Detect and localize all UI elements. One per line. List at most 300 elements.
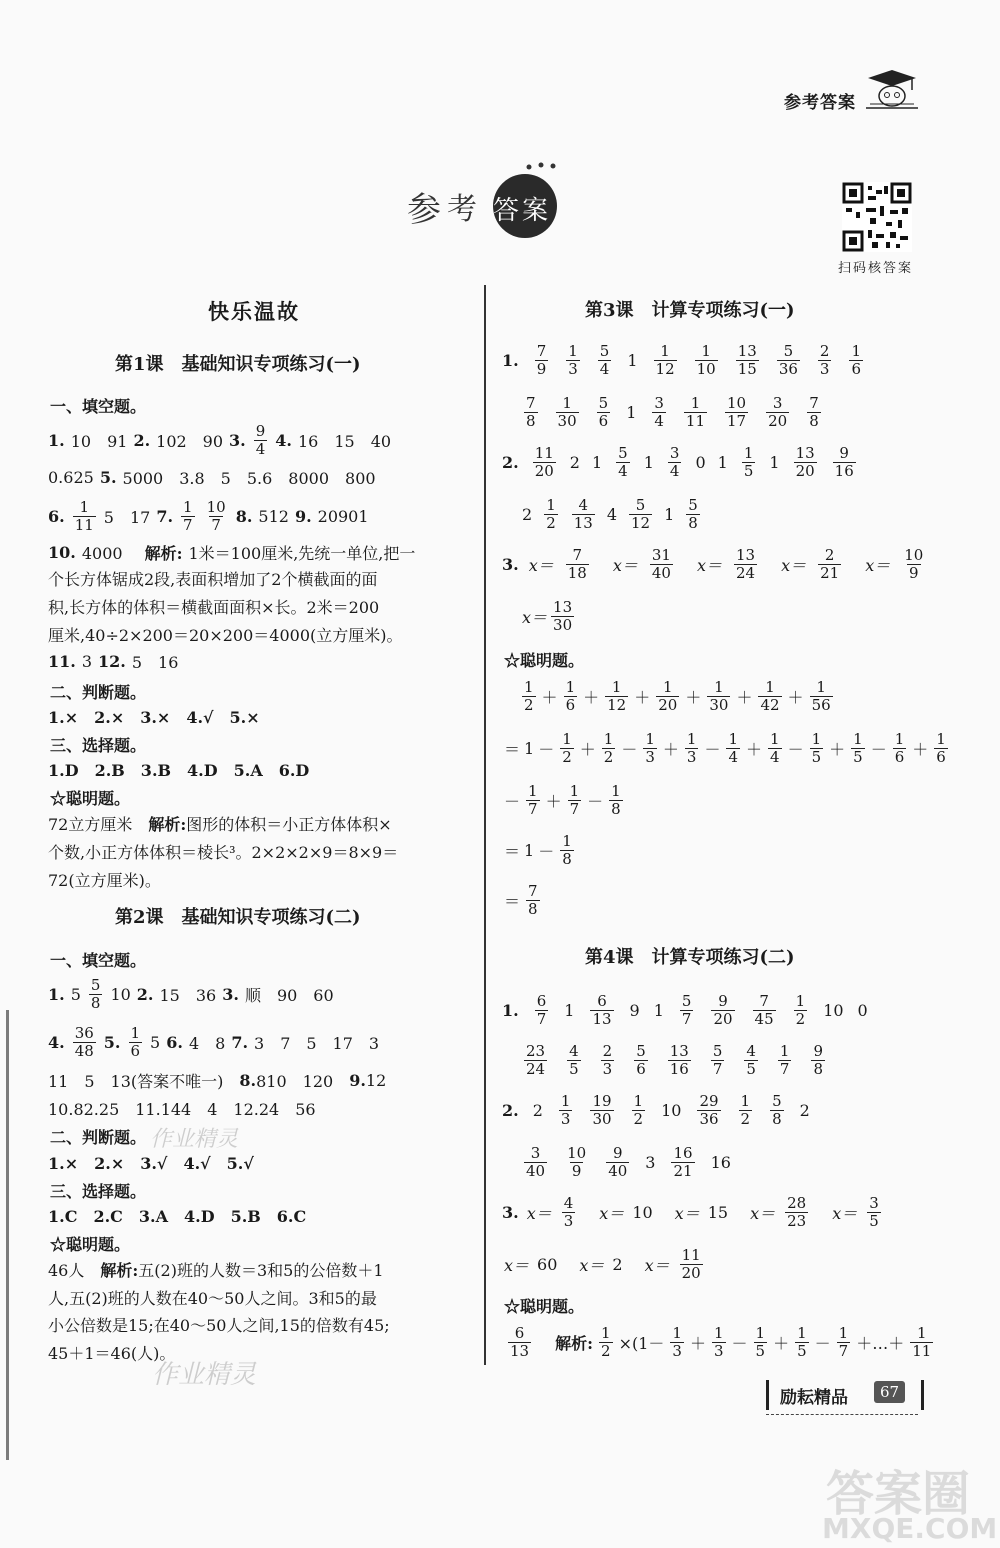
ans: 1 (769, 452, 780, 472)
fraction: $\frac{1}{7}$ (838, 1323, 849, 1360)
l2-choice-heading: 三、选择题。 (50, 1182, 147, 1201)
ans: 0.625 (48, 468, 94, 487)
fraction: $\frac{4}{5}$ (569, 1041, 579, 1078)
ans: 1 (524, 738, 535, 758)
fraction: $\frac{3}{4}$ (654, 393, 664, 430)
ans: － (731, 1333, 748, 1353)
ans: 10 (632, 1202, 653, 1222)
ans: ＋…＋ (856, 1333, 905, 1353)
l1-smart-heading: ☆聪明题。 (50, 789, 131, 808)
text: 1米＝100厘米,先统一单位,把一 (188, 544, 416, 563)
ans: ＝ (504, 841, 521, 861)
fraction: $\frac{10}{7}$ (206, 497, 226, 534)
fraction: $\frac{5}{7}$ (681, 991, 692, 1028)
ans: 9 (629, 1000, 640, 1020)
l2-fill-row1 (48, 974, 334, 1014)
ans: ×(1－ (618, 1333, 665, 1353)
fraction: $\frac{29}{36}$ (699, 1091, 719, 1128)
fraction: $\frac{1}{5}$ (811, 729, 822, 766)
ans: ＋ (662, 739, 679, 759)
fraction: $\frac{6}{7}$ (536, 991, 547, 1028)
num: 4. (48, 1032, 65, 1052)
ans: 1 (524, 840, 535, 860)
ans: 1 (664, 504, 675, 524)
fraction: $\frac{5}{6}$ (636, 1041, 646, 1078)
fraction: $\frac{1}{2}$ (795, 991, 806, 1028)
ans: ＋ (829, 739, 846, 759)
fraction: $\frac{1}{8}$ (562, 831, 572, 868)
ans: 102 90 (156, 431, 224, 451)
fraction: $\frac{1}{5}$ (755, 1323, 766, 1360)
l4-smart-heading: ☆聪明题。 (504, 1297, 585, 1316)
num: 7. (231, 1032, 249, 1052)
fraction: $\frac{1}{5}$ (853, 729, 863, 766)
fraction: $\frac{10}{17}$ (727, 393, 747, 430)
l3-row5 (502, 544, 927, 584)
num: 6. (48, 506, 65, 526)
l1-choice-answers: 1.D 2.B 3.B 4.D 5.A 6.D (48, 761, 310, 780)
ans: 10 (110, 984, 131, 1004)
l1-judge-heading: 二、判断题。 (50, 683, 147, 702)
num: 10. (48, 543, 76, 562)
fraction: $\frac{1}{6}$ (851, 341, 861, 378)
answer-logo (405, 160, 575, 240)
ans: 10 91 (70, 431, 128, 451)
fraction: $\frac{1}{2}$ (740, 1091, 751, 1128)
l2-fill-row2 (48, 1022, 379, 1062)
ans: － (538, 739, 555, 759)
l4-row2 (522, 1040, 827, 1080)
ans: 3 7 5 17 3 (254, 1033, 380, 1053)
fraction: $\frac{1}{3}$ (560, 1091, 571, 1128)
fraction: $\frac{3}{20}$ (768, 393, 788, 430)
l1-smart-line1 (48, 812, 392, 835)
ans: 3 (645, 1152, 656, 1172)
ans: x＝ (674, 1203, 700, 1223)
fraction: $\frac{1}{5}$ (743, 443, 754, 480)
ans: － (587, 791, 604, 811)
ans: 0 (857, 1000, 868, 1020)
fraction: $\frac{1}{42}$ (760, 677, 780, 714)
num: 2. (502, 452, 519, 472)
logo-dots-icon (523, 160, 563, 172)
fraction: $\frac{1}{3}$ (686, 729, 697, 766)
l1-q11 (48, 650, 178, 673)
l1-choice-heading: 三、选择题。 (50, 736, 147, 755)
ans: － (538, 841, 555, 861)
fraction: $\frac{7}{9}$ (536, 341, 547, 378)
watermark-text: 作业精灵 (150, 1127, 239, 1152)
ans: ＋ (689, 1333, 706, 1353)
fraction: $\frac{7}{45}$ (754, 991, 774, 1028)
ans: 5 17 (103, 507, 151, 527)
lesson1-title: 第1课 基础知识专项练习(一) (115, 354, 361, 375)
l3-row1 (502, 340, 865, 380)
num: 4. (275, 430, 292, 450)
ans: ＋ (634, 687, 651, 707)
ans: 12 (365, 1071, 387, 1090)
ans: 4 8 (188, 1033, 226, 1053)
l2-smart-line1 (48, 1258, 384, 1281)
fraction: $\frac{1}{4}$ (770, 729, 780, 766)
fraction: $\frac{10}{9}$ (567, 1143, 587, 1180)
ans: 1 (564, 1000, 575, 1020)
ans: ＋ (746, 739, 763, 759)
l3-row4 (522, 494, 702, 534)
fraction: $\frac{3}{4}$ (669, 443, 680, 480)
ans: 3 (81, 652, 93, 671)
fraction: $\frac{3}{40}$ (526, 1143, 546, 1180)
l1-q10-line2: 个长方体锯成2段,表面积增加了2个横截面的面 (48, 570, 378, 589)
num: 3. (502, 1202, 519, 1222)
fraction: $\frac{4}{13}$ (573, 495, 593, 532)
ans: 16 15 40 (298, 431, 392, 451)
fraction: $\frac{7}{8}$ (809, 393, 819, 430)
ans: 10 (661, 1100, 682, 1120)
fraction: $\frac{6}{13}$ (592, 991, 612, 1028)
ans: x＝ (781, 555, 807, 575)
fraction: $\frac{1}{2}$ (601, 1323, 611, 1360)
fraction: $\frac{1}{5}$ (797, 1323, 807, 1360)
fraction: $\frac{1}{3}$ (568, 341, 578, 378)
ans: 810 120 (256, 1072, 350, 1091)
ans: 顺 90 60 (244, 985, 334, 1005)
fraction: $\frac{1}{6}$ (894, 729, 905, 766)
fraction: $\frac{1}{2}$ (562, 729, 572, 766)
header-title: 参考答案 (784, 93, 856, 113)
text: 图形的体积＝小正方体体积× (186, 815, 392, 834)
fraction: $\frac{1}{30}$ (557, 393, 577, 430)
ans: ＋ (583, 687, 600, 707)
fraction: $\frac{1}{56}$ (811, 677, 831, 714)
l2-fill-row3 (48, 1069, 386, 1092)
ans: 16 (710, 1152, 731, 1172)
fraction: $\frac{9}{8}$ (813, 1041, 824, 1078)
ans: 1 (626, 402, 637, 422)
ans: 11 5 13(答案不唯一) (48, 1072, 240, 1091)
num: 3. (229, 430, 246, 450)
ans: 512 (258, 506, 289, 526)
fraction: $\frac{1}{20}$ (658, 677, 678, 714)
label: 解析: (148, 815, 187, 834)
logo-char-1: 参 (407, 190, 441, 230)
logo-char-3: 答 (493, 196, 520, 226)
num: 3. (222, 984, 239, 1004)
ans: x＝ (599, 1203, 625, 1223)
footer-brand: 励耘精品 (780, 1388, 848, 1408)
fraction: $\frac{16}{21}$ (673, 1143, 693, 1180)
l2-choice-answers: 1.C 2.C 3.A 4.D 5.B 6.C (48, 1207, 307, 1226)
num: 11. (48, 652, 76, 671)
l3-smart-heading: ☆聪明题。 (504, 651, 585, 670)
ans: 10 (823, 1000, 844, 1020)
ans: 5 (150, 1032, 161, 1052)
fraction: $\frac{36}{48}$ (74, 1023, 94, 1060)
fraction: $\frac{5}{4}$ (618, 443, 628, 480)
lesson3-title: 第3课 计算专项练习(一) (585, 300, 795, 321)
fraction: $\frac{1}{6}$ (936, 729, 946, 766)
ans: x＝ (526, 1203, 552, 1223)
l3-row2 (522, 392, 823, 432)
ans: x＝ (865, 555, 891, 575)
l4-row1 (502, 990, 868, 1030)
fraction: $\frac{2}{3}$ (819, 341, 830, 378)
graduate-mascot-icon (864, 68, 920, 110)
fraction: $\frac{1}{2}$ (524, 677, 534, 714)
fraction: $\frac{31}{40}$ (651, 545, 671, 582)
l3-sum-line1 (520, 676, 835, 716)
fraction: $\frac{5}{12}$ (631, 495, 651, 532)
l3-row3 (502, 442, 858, 482)
ans: x＝ (579, 1255, 605, 1275)
num: 1. (48, 430, 65, 450)
ans: ＝ (504, 891, 521, 911)
fraction: $\frac{1}{3}$ (672, 1323, 682, 1360)
num: 1. (48, 984, 65, 1004)
fraction: $\frac{11}{20}$ (534, 443, 554, 480)
fraction: $\frac{1}{4}$ (728, 729, 739, 766)
logo-char-4: 案 (522, 196, 549, 226)
num: 6. (166, 1032, 183, 1052)
ans: ＋ (541, 687, 558, 707)
fraction: $\frac{7}{8}$ (528, 881, 538, 918)
l1-q10-line1 (48, 541, 415, 564)
fraction: $\frac{13}{16}$ (669, 1041, 689, 1078)
ans: x＝ (522, 607, 548, 627)
num: 7. (156, 506, 174, 526)
ans: 0 (695, 452, 706, 472)
l3-sum-line5 (504, 880, 542, 920)
l2-smart-heading: ☆聪明题。 (50, 1235, 131, 1254)
l3-sum-line4 (504, 830, 576, 870)
num: 9. (294, 506, 312, 526)
ans: 60 (537, 1254, 558, 1274)
fraction: $\frac{1}{7}$ (569, 781, 580, 818)
l1-fill-row2 (48, 466, 376, 489)
l1-q10-line3: 积,长方体的体积＝横截面面积×长。2米＝200 (48, 598, 380, 617)
ans: ＋ (579, 739, 596, 759)
l2-smart-line2: 人,五(2)班的人数在40～50人之间。3和5的最 (48, 1289, 377, 1308)
num: 8. (239, 1071, 257, 1090)
num: 5. (103, 1032, 121, 1052)
fraction: $\frac{5}{8}$ (688, 495, 698, 532)
qr-caption: 扫码核答案 (838, 261, 914, 276)
l2-smart-line3: 小公倍数是15;在40～50人之间,15的倍数有45; (48, 1316, 390, 1335)
ans: x＝ (528, 555, 554, 575)
l4-row6 (504, 1244, 705, 1284)
num: 9. (349, 1071, 366, 1090)
fraction: $\frac{1}{7}$ (528, 781, 538, 818)
ans: ＋ (912, 739, 929, 759)
l1-fill-row3 (48, 496, 369, 536)
logo-char-2: 考 (447, 192, 477, 227)
fraction: $\frac{1}{6}$ (565, 677, 576, 714)
fraction: $\frac{5}{6}$ (598, 393, 609, 430)
ans: 5 16 (131, 653, 179, 672)
ans: ＋ (773, 1333, 790, 1353)
ans: ＋ (736, 687, 753, 707)
ans: 2 (569, 452, 580, 472)
num: 1. (502, 350, 519, 370)
fraction: $\frac{19}{30}$ (592, 1091, 612, 1128)
fraction: $\frac{1}{12}$ (655, 341, 675, 378)
fraction: $\frac{1}{8}$ (611, 781, 621, 818)
text: 五(2)班的人数＝3和5的公倍数＋1 (138, 1261, 384, 1280)
watermark-url: MXQE.COM (822, 1512, 998, 1545)
fraction: $\frac{3}{5}$ (869, 1193, 879, 1230)
ans: － (621, 739, 638, 759)
l1-judge-answers: 1.× 2.× 3.× 4.√ 5.× (48, 708, 260, 727)
ans: 5 (70, 984, 81, 1004)
l3-sum-line2 (504, 728, 950, 768)
fraction: $\frac{1}{11}$ (74, 497, 94, 534)
fraction: $\frac{1}{7}$ (779, 1041, 790, 1078)
ans: 4 (606, 504, 618, 524)
ans: 2 (532, 1100, 543, 1120)
fraction: $\frac{5}{36}$ (778, 341, 798, 378)
fraction: $\frac{1}{10}$ (696, 341, 716, 378)
column-divider (484, 285, 486, 1365)
ans: 46人 (48, 1261, 101, 1280)
watermark-logo: 答案圈 (826, 1466, 971, 1522)
ans: － (787, 739, 804, 759)
fraction: $\frac{1}{3}$ (645, 729, 655, 766)
fraction: $\frac{1}{2}$ (633, 1091, 644, 1128)
qr-code (842, 182, 912, 252)
fraction: $\frac{13}{24}$ (735, 545, 756, 582)
num: 3. (502, 554, 519, 574)
fraction: $\frac{6}{13}$ (510, 1323, 530, 1360)
fraction: $\frac{23}{24}$ (526, 1041, 546, 1078)
fraction: $\frac{11}{20}$ (681, 1245, 701, 1282)
ans: x＝ (612, 555, 638, 575)
l2-fill-row4: 10.82.25 11.144 4 12.24 56 (48, 1100, 316, 1119)
ans: 1 (717, 452, 728, 472)
ans: x＝ (696, 555, 722, 575)
ans: 4000 (81, 544, 139, 563)
fraction: $\frac{1}{2}$ (546, 495, 556, 532)
fraction: $\frac{1}{12}$ (607, 677, 627, 714)
ans: x＝ (644, 1255, 670, 1275)
ans: ＋ (787, 687, 804, 707)
num: 12. (98, 652, 126, 671)
fraction: $\frac{5}{7}$ (712, 1041, 723, 1078)
fraction: $\frac{9}{40}$ (608, 1143, 628, 1180)
l2-smart-line4: 45＋1＝46(人)。 (48, 1344, 176, 1363)
l4-row5 (502, 1192, 883, 1232)
label: 解析: (100, 1261, 139, 1280)
l2-judge-answers: 1.× 2.× 3.√ 4.√ 5.√ (48, 1154, 254, 1173)
fraction: $\frac{28}{23}$ (787, 1193, 807, 1230)
fraction: $\frac{9}{16}$ (834, 443, 854, 480)
fraction: $\frac{5}{8}$ (90, 975, 101, 1012)
fraction: $\frac{4}{5}$ (746, 1041, 756, 1078)
fraction: $\frac{1}{6}$ (130, 1023, 141, 1060)
fraction: $\frac{1}{11}$ (685, 393, 706, 430)
num: 2. (136, 984, 154, 1004)
label: 解析: (144, 544, 183, 563)
fraction: $\frac{9}{4}$ (255, 421, 266, 458)
ans: 1 (591, 452, 603, 472)
l1-smart-line3: 72(立方厘米)。 (48, 871, 161, 890)
lesson4-title: 第4课 计算专项练习(二) (585, 947, 795, 968)
fraction: $\frac{9}{20}$ (713, 991, 733, 1028)
num: 5. (99, 468, 117, 487)
ans: 2 (612, 1254, 623, 1274)
fraction: $\frac{1}{2}$ (603, 729, 614, 766)
ans: － (870, 739, 887, 759)
fraction: $\frac{1}{7}$ (183, 497, 193, 534)
l3-row6 (522, 596, 576, 636)
ans: 1 (627, 350, 638, 370)
ans: ＋ (545, 791, 562, 811)
ans: － (504, 791, 521, 811)
num: 8. (235, 506, 253, 526)
fraction: $\frac{1}{30}$ (709, 677, 729, 714)
lesson2-fill-heading: 一、填空题。 (50, 951, 147, 970)
l4-row4 (522, 1142, 731, 1182)
num: 2. (133, 430, 151, 450)
left-margin-line (6, 1010, 9, 1460)
fraction: $\frac{4}{3}$ (563, 1193, 574, 1230)
l1-smart-line2: 个数,小正方体体积＝棱长³。2×2×2×9＝8×9＝ (48, 843, 399, 862)
ans: 72立方厘米 (48, 815, 149, 834)
lesson1-fill-heading: 一、填空题。 (50, 397, 147, 416)
ans: x＝ (832, 1203, 858, 1223)
lesson2-title: 第2课 基础知识专项练习(二) (115, 907, 361, 928)
fraction: $\frac{1}{11}$ (912, 1323, 932, 1360)
num: 解析: (555, 1333, 594, 1353)
ans: 15 (707, 1202, 729, 1222)
l3-sum-line3 (504, 780, 625, 820)
fraction: $\frac{5}{8}$ (772, 1091, 782, 1128)
fraction: $\frac{7}{8}$ (526, 393, 536, 430)
l2-judge-heading: 二、判断题。 (50, 1128, 147, 1147)
ans: － (704, 739, 721, 759)
fraction: $\frac{5}{4}$ (599, 341, 610, 378)
ans: 2 (799, 1100, 810, 1120)
fraction: $\frac{13}{30}$ (553, 597, 573, 634)
num: 1. (502, 1000, 519, 1020)
l1-fill-row1 (48, 420, 391, 460)
l1-q10-line4: 厘米,40÷2×200＝20×200＝4000(立方厘米)。 (48, 626, 403, 645)
ans: 1 (643, 452, 654, 472)
ans: ＝ (504, 739, 521, 759)
fraction: $\frac{2}{21}$ (820, 545, 840, 582)
fraction: $\frac{13}{20}$ (795, 443, 815, 480)
ans: 2 (522, 504, 533, 524)
section-title: 快乐温故 (208, 299, 300, 324)
fraction: $\frac{10}{9}$ (904, 545, 924, 582)
fraction: $\frac{2}{3}$ (602, 1041, 613, 1078)
ans: 15 36 (159, 985, 217, 1005)
ans: x＝ (750, 1203, 776, 1223)
l4-smart-line (506, 1322, 935, 1362)
ans: 20901 (317, 506, 369, 526)
ans: 1 (653, 1000, 664, 1020)
fraction: $\frac{7}{18}$ (567, 545, 587, 582)
ans: ＋ (685, 687, 702, 707)
l4-row3 (502, 1090, 810, 1130)
ans: 5000 3.8 5 5.6 8000 800 (122, 469, 376, 488)
fraction: $\frac{1}{3}$ (713, 1323, 724, 1360)
footer-dashes (766, 1414, 918, 1415)
page-number: 67 (874, 1381, 905, 1403)
watermark-text: 作业精灵 (152, 1360, 257, 1390)
ans: － (814, 1333, 831, 1353)
fraction: $\frac{13}{15}$ (737, 341, 757, 378)
num: 2. (502, 1100, 519, 1120)
